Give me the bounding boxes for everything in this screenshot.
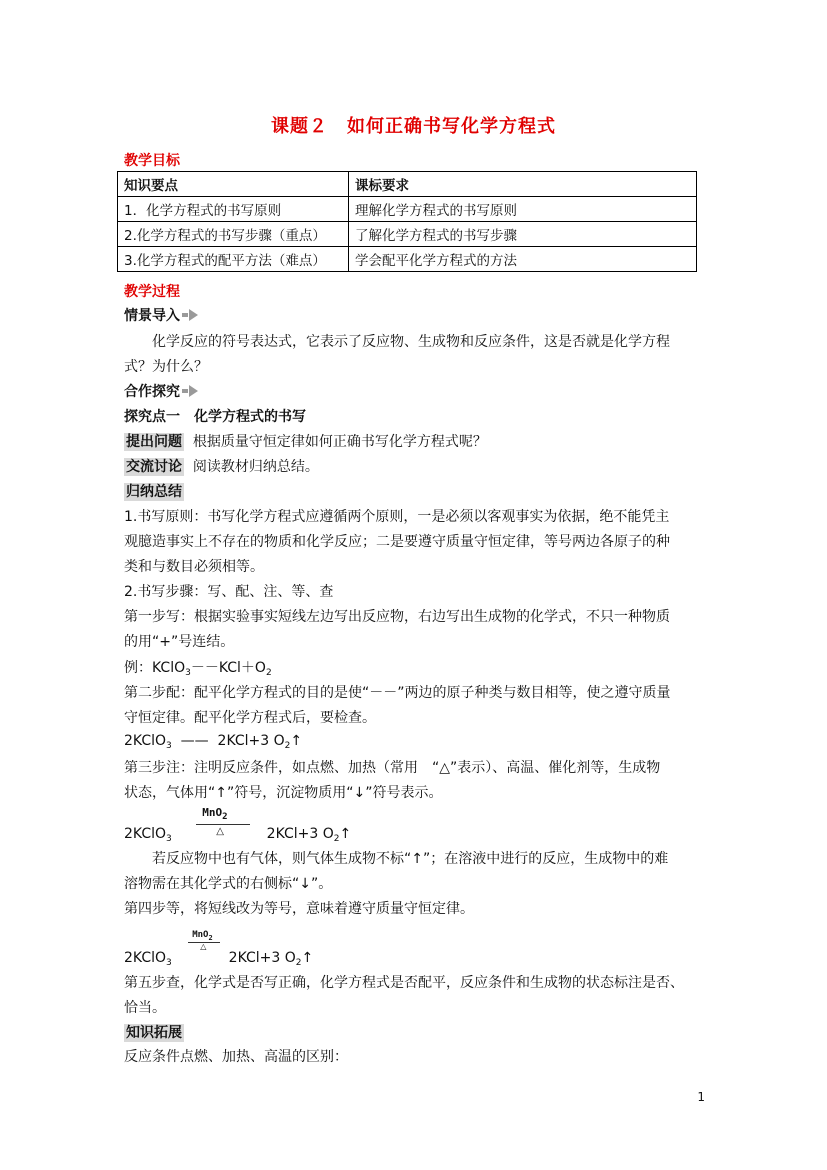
intro-text: 式？为什么？ (124, 359, 208, 375)
extension-label: 知识拓展 (126, 1025, 182, 1041)
summary-label: 归纳总结 (126, 484, 182, 500)
step4-text: 第四步等，将短线改为等号，意味着遵守质量守恒定律。 (124, 901, 474, 917)
table-cell: 1．化学方程式的书写原则 (118, 197, 349, 222)
intro-text: 化学反应的符号表达式，它表示了反应物、生成物和反应条件，这是否就是化学方程 (152, 334, 670, 350)
catalyst-label: MnO$_2$ (192, 930, 213, 942)
equation-balanced (124, 733, 302, 751)
subscript: 2 (333, 834, 340, 844)
principle-text: 1.书写原则：书写化学方程式应遵循两个原则，一是必须以客观事实为依据，绝不能凭主 (124, 509, 670, 525)
formula: 2KCl+3 O (228, 950, 296, 966)
intro-heading (124, 305, 198, 325)
table-cell: 了解化学方程式的书写步骤 (349, 222, 697, 247)
summary-row (124, 481, 184, 501)
principle-text: 类和与数目必须相等。 (124, 559, 264, 575)
discussion-label: 交流讨论 (126, 459, 182, 475)
subscript: 3 (166, 958, 172, 968)
question-text: 根据质量守恒定律如何正确书写化学方程式呢？ (192, 434, 487, 450)
explore-point-heading: 探究点一 化学方程式的书写 (124, 409, 306, 425)
step3-note: 溶物需在其化学式的右侧标“↓”。 (124, 876, 333, 892)
discussion-text: 阅读教材归纳总结。 (192, 459, 319, 475)
formula: 2KClO (124, 950, 167, 966)
section-teaching-goals: 教学目标 (124, 153, 180, 169)
coop-label: 合作探究 (124, 384, 180, 400)
catalyst-label: MnO$_2$ (202, 806, 228, 822)
subscript: 2 (284, 741, 291, 751)
step1-text: 的用“+”号连结。 (124, 634, 235, 650)
reaction-line (196, 824, 250, 825)
table-header-row (118, 172, 697, 197)
goals-table (117, 171, 697, 272)
subscript: 2 (265, 668, 272, 678)
question-label: 提出问题 (126, 434, 182, 450)
formula: 例：KClO (124, 660, 186, 676)
up-arrow-icon: ↑ (301, 950, 314, 966)
subscript: 3 (166, 741, 172, 751)
formula: 2KCl+3 O (266, 826, 334, 842)
formula: 2KClO (124, 826, 167, 842)
reaction-condition (188, 930, 224, 960)
table-cell: 学会配平化学方程式的方法 (349, 247, 697, 272)
extension-row (124, 1022, 184, 1042)
arrow-icon (189, 309, 198, 321)
table-row (118, 222, 697, 247)
up-arrow-icon: ↑ (339, 826, 352, 842)
page-number: 1 (697, 1090, 705, 1104)
table-row (118, 247, 697, 272)
step3-text: 第三步注：注明反应条件，如点燃、加热（常用 “△”表示）、高温、催化剂等，生成物 (124, 760, 661, 776)
equation-with-conditions (124, 806, 351, 844)
table-cell: 2.化学方程式的书写步骤（重点） (118, 222, 349, 247)
table-header-cell: 课标要求 (349, 172, 697, 197)
step2-text: 守恒定律。配平化学方程式后，要检查。 (124, 710, 376, 726)
page-title: 课题２ 如何正确书写化学方程式 (271, 116, 556, 137)
formula: —— 2KCl+3 O (171, 733, 285, 749)
formula: －－KCl＋O (190, 660, 266, 676)
table-header-cell: 知识要点 (118, 172, 349, 197)
step3-note: 若反应物中也有气体，则气体生成物不标“↑”；在溶液中进行的反应，生成物中的难 (152, 851, 669, 867)
discussion-row (124, 456, 319, 476)
heat-triangle-icon: △ (200, 942, 207, 951)
subscript: 2 (295, 958, 302, 968)
step1-text: 第一步写：根据实验事实短线左边写出反应物，右边写出生成物的化学式，不只一种物质 (124, 609, 670, 625)
reaction-condition (196, 806, 256, 836)
up-arrow-icon: ↑ (290, 733, 303, 749)
step3-text: 状态，气体用“↑”符号，沉淀物质用“↓”符号表示。 (124, 785, 443, 801)
intro-label: 情景导入 (124, 308, 180, 324)
extension-text: 反应条件点燃、加热、高温的区别： (124, 1049, 348, 1065)
step5-text: 第五步查，化学式是否写正确，化学方程式是否配平，反应条件和生成物的状态标注是否、 (124, 975, 684, 991)
example-equation (124, 657, 272, 678)
heat-triangle-icon: △ (216, 826, 224, 837)
step5-text: 恰当。 (124, 1000, 166, 1016)
steps-text: 2.书写步骤：写、配、注、等、查 (124, 584, 334, 600)
step2-text: 第二步配：配平化学方程式的目的是使“－－”两边的原子种类与数目相等，使之遵守质量 (124, 685, 671, 701)
coop-heading (124, 381, 198, 401)
table-row (118, 197, 697, 222)
table-cell: 理解化学方程式的书写原则 (349, 197, 697, 222)
subscript: 3 (166, 834, 172, 844)
arrow-icon (182, 389, 188, 393)
subscript: 3 (185, 668, 191, 678)
formula: 2KClO (124, 733, 167, 749)
principle-text: 观臆造事实上不存在的物质和化学反应；二是要遵守质量守恒定律，等号两边各原子的种 (124, 534, 670, 550)
arrow-icon (182, 313, 188, 317)
question-row (124, 431, 487, 451)
equation-final (124, 930, 313, 968)
table-cell: 3.化学方程式的配平方法（难点） (118, 247, 349, 272)
arrow-icon (189, 385, 198, 397)
section-teaching-process: 教学过程 (124, 284, 180, 300)
